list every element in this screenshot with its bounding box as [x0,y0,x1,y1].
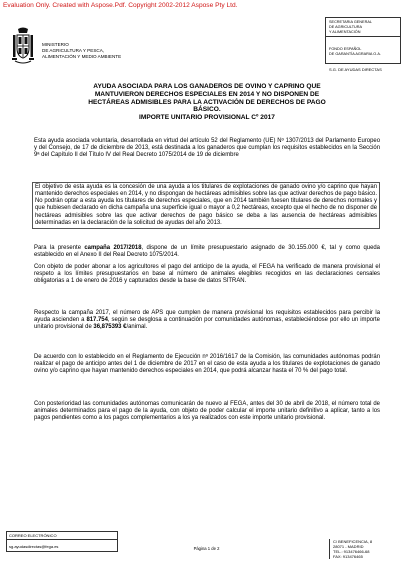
text-span: Respecto la campaña 2017, el número de APS que cumplen de manera provisional los requisitos establecidos para percibir la ayuda ascienden a [34,310,380,324]
paragraph-advance: Con objeto de poder abonar a los agricultores el pago del anticipo de la ayuda, el FEGA ha verificado de manera provisional el respeto a los límites presupuestarios en base al número de animales elegibles recogidos en las declaraciones censales obligatorias a 1 de enero de 2016 y capturados desde la base de datos SITRAN. [34,264,380,285]
email-address[interactable]: sg.ayudasdirectas@fega.es [9,544,59,549]
text-span: Para la presente [34,245,85,251]
address-line: C/ BENEFICENCIA, 8 [333,539,373,544]
title-line: AYUDA ASOCIADA PARA LOS GANADEROS DE OVINO Y CAPRINO QUE [93,83,321,90]
secretariat-line: DE AGRICULTURA [329,24,363,29]
fega-name [329,47,381,57]
paragraph-legal-basis: Esta ayuda asociada voluntaria, desarrollada en virtud del artículo 52 del Reglamento (UE) Nº 1307/2013 del Parlamento Europeo y del Consejo, de 17 de diciembre de 2013, está destinada a los ganaderos que cumplan los requisitos establecidos en la Sección 9ª del Capítulo II del Título IV del Real Decreto 1075/2014 de 19 de diciembre [34,138,380,159]
fega-line: DE GARANTÍA AGRARIA O.A. [329,51,381,56]
postal-address [329,539,372,559]
ministry-name [42,42,121,60]
ministry-line: MINISTERIO [42,42,69,47]
paragraph-budget [34,245,380,259]
unit-amount: 36,875393 € [93,324,127,331]
email-label: CORREO ELECTRÓNICO [7,532,117,540]
ministry-line: DE AGRICULTURA Y PESCA, [42,48,105,53]
evaluation-watermark: Evaluation Only. Created with Aspose.Pdf. Copyright 2002-2012 Aspose Pty Ltd. [3,2,238,9]
subdirectorate-name: S.G. DE AYUDAS DIRECTAS [329,67,382,72]
ministry-line: ALIMENTACIÓN Y MEDIO AMBIENTE [42,54,122,59]
paragraph-unit-amount [34,310,380,331]
paragraph-objective: El objetivo de esta ayuda es la concesión de una ayuda a los titulares de explotaciones de ganado ovino y/o caprino que hayan mantenido derechos especiales en 2014, y no dispongan de hectáreas admisibles sobre las que activar derechos de pago básico. No podrán optar a esta ayuda los titulares de derechos especiales, que en 2014 también fuesen titulares de derechos normales y que hubiesen declarado en dicha campaña una superficie igual o mayor a 0,2 hectáreas, excepto que el hecho de no disponer de hectáreas admisibles sobre las que activar derechos de pago básico se deba a las ausencia de hectáreas admisibles determinadas en la declaración de la solicitud de ayudas del año 2013. [32,182,380,229]
title-line: MANTUVIERON DERECHOS ESPECIALES EN 2014 Y NO DISPONEN DE [94,90,320,98]
text-span: , dispone de un límite presupuestario asignado de 30.155.000 €, tal y como queda establecido en el Anexo II del Real Decreto 1075/2014. [34,245,380,259]
secretariat-line: Y ALIMENTACIÓN [329,29,361,34]
secretariat-line: SECRETARIA GENERAL [329,20,372,24]
title-line: IMPORTE UNITARIO PROVISIONAL Cº 2017 [139,114,275,122]
title-line: HECTÁREAS ADMISIBLES PARA LA ACTIVACIÓN DE DERECHOS DE PAGO [88,98,326,106]
document-title [40,83,374,122]
secretariat-box [325,17,401,64]
fega-line: FONDO ESPAÑOL [329,47,362,51]
paragraph-final: Con posterioridad las comunidades autónomas comunicarán de nuevo al FEGA, antes del 30 de abril de 2018, el número total de animales determinados para el pago de la ayuda, con objeto de poder calcular el importe unitario definitivo a aplicar, tanto a los pagos pendientes como a los pagos complementarios a los ya realizados con este importe unitario provisional. [34,401,380,422]
title-line: BÁSICO. [193,106,221,114]
coat-of-arms-logo [12,26,34,66]
text-span: , según se desglosa a continuación por comunidades autónomas, estableciéndose por ello un importe unitario provisional de [34,317,380,331]
address-line: 28071 - MADRID [333,544,364,549]
page-number: Página 1 de 2 [193,546,220,551]
text-span: /animal. [126,324,148,331]
campaign-highlight: campaña 2017/2018 [84,245,142,251]
address-line: TEL.: 913476466-68 [333,549,370,554]
address-line: FAX: 913476465 [333,554,363,559]
paragraph-regulation: De acuerdo con lo establecido en el Reglamento de Ejecución nº 2016/1617 de la Comisión, las comunidades autónomas podrán realizar el pago de anticipo antes del 1 de diciembre de 2017 en el caso de esta ayuda a los titulares de explotaciones de ganado ovino y/o caprino que hayan mantenido derechos especiales en 2014, que podrá alcanzar hasta el 70 % del pago total. [34,354,380,375]
aps-count: 817.754 [86,317,108,324]
